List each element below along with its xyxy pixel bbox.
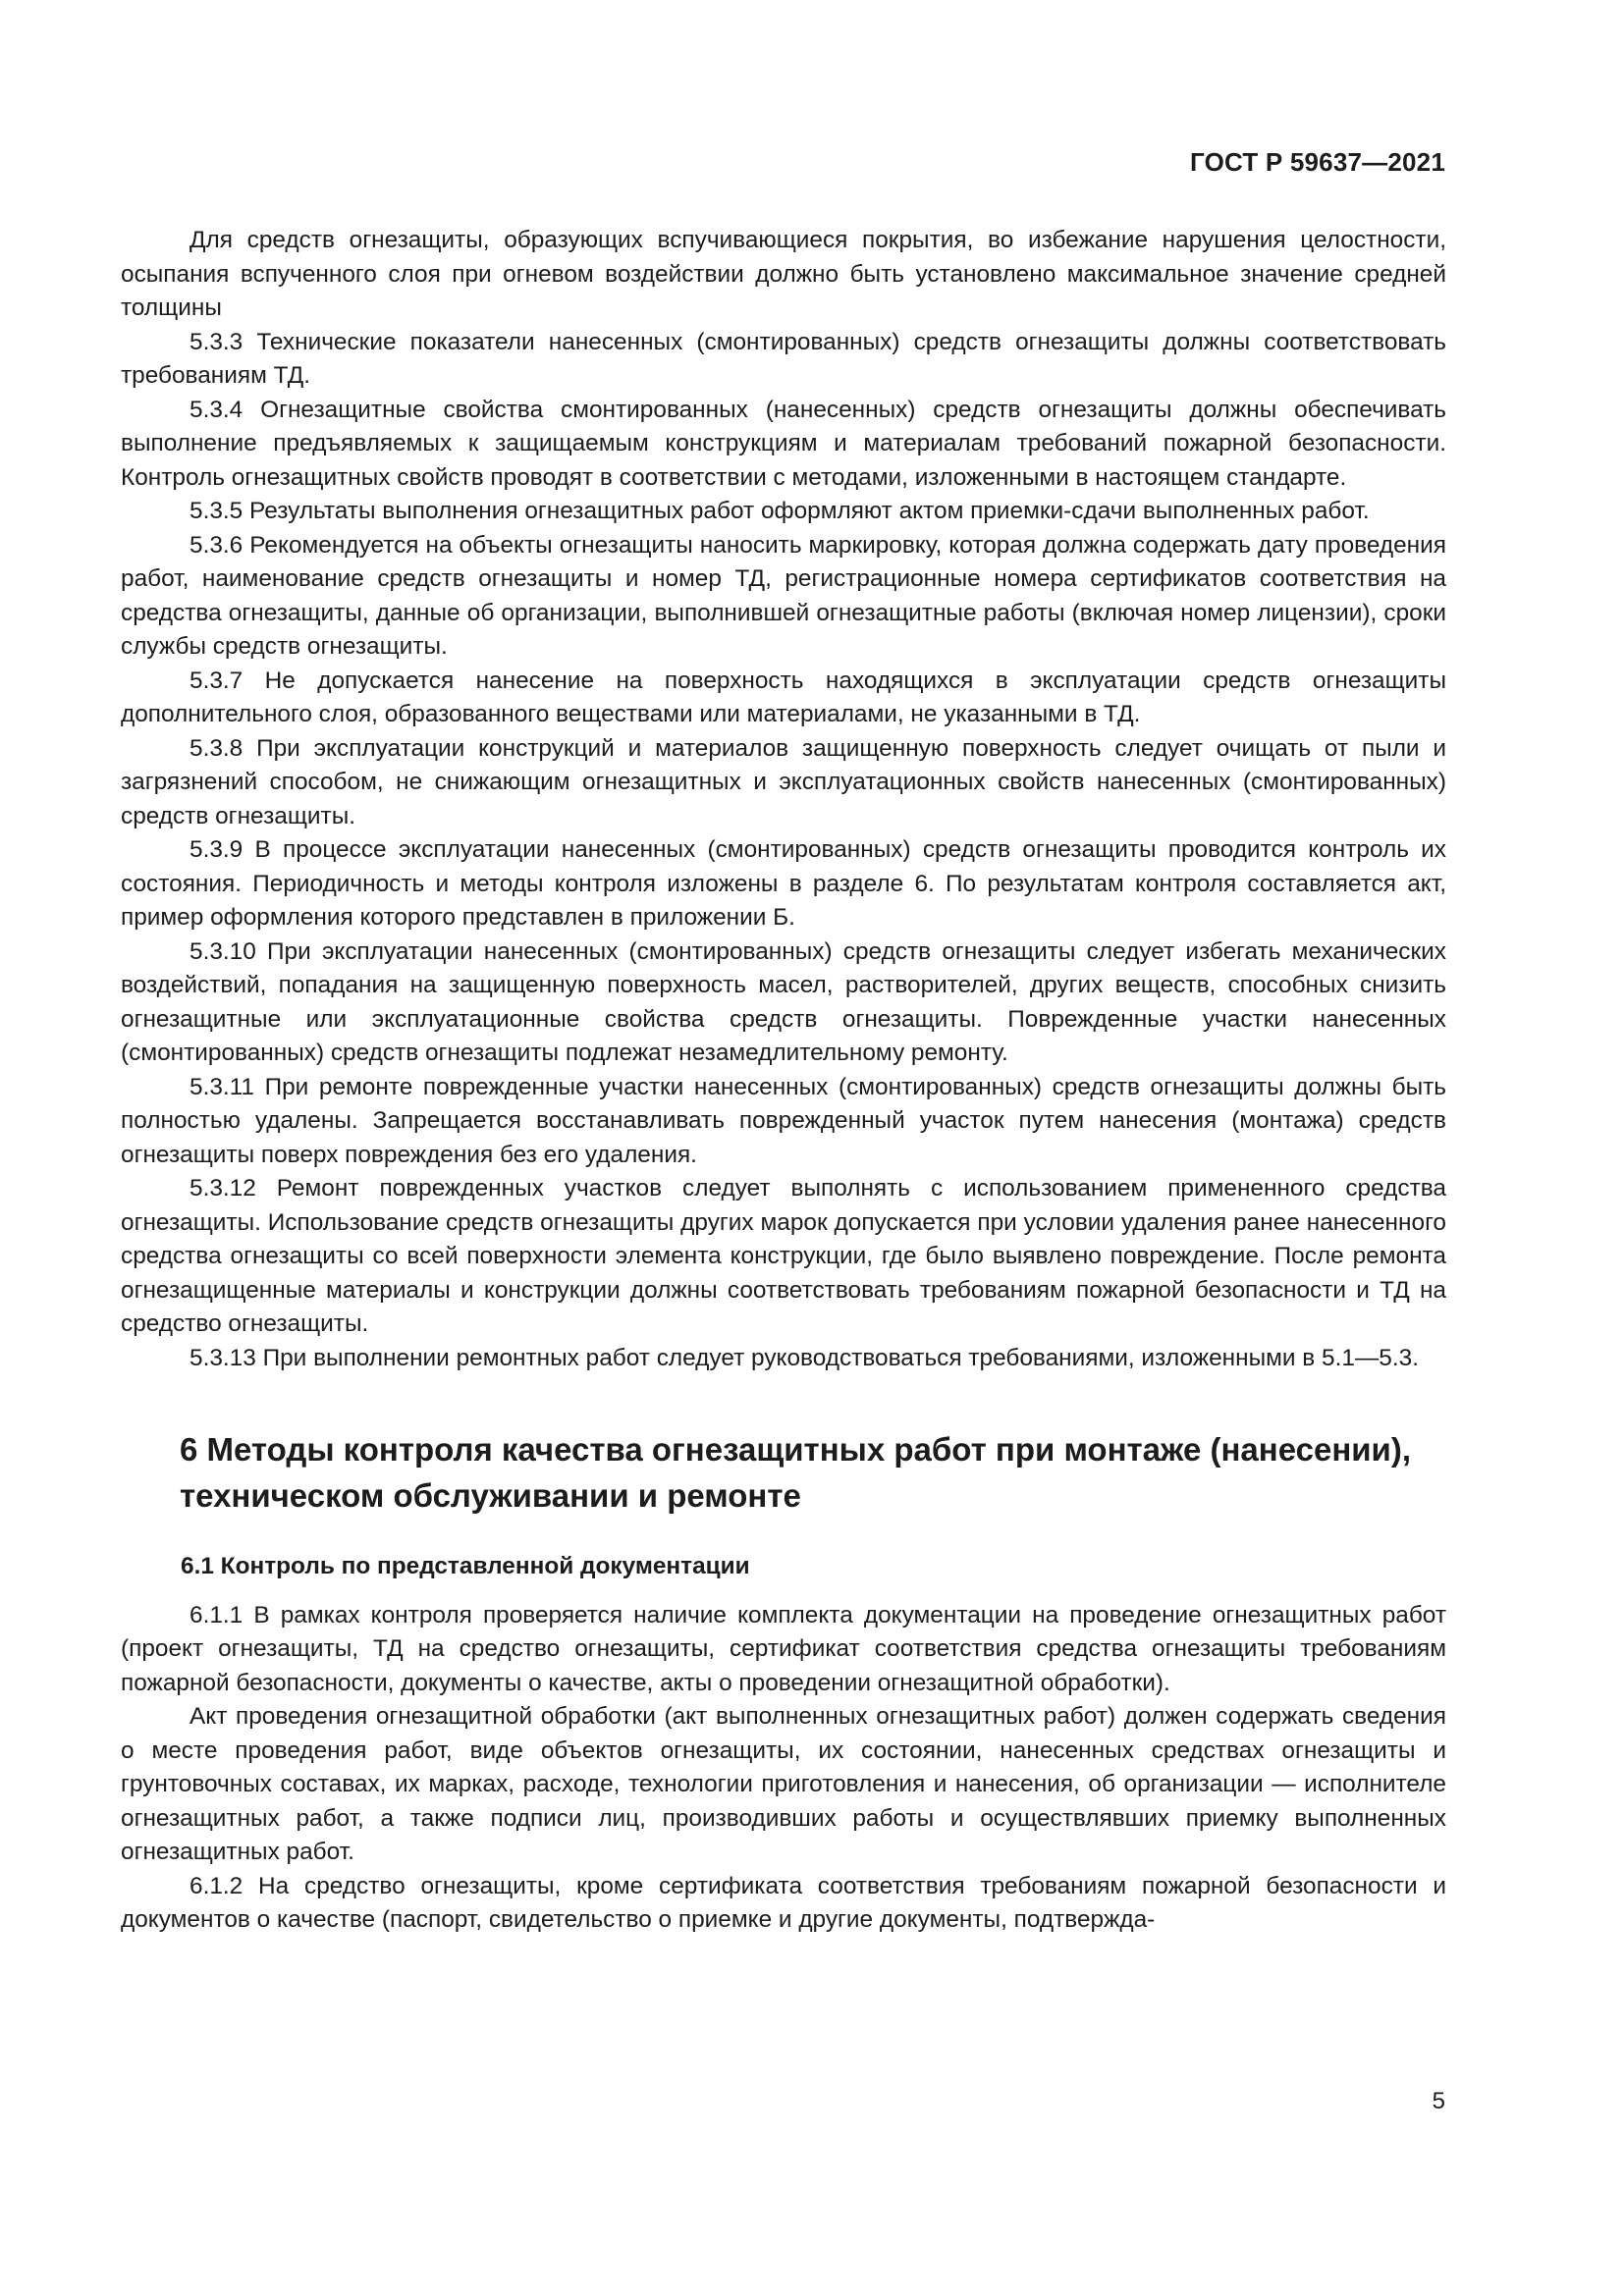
- paragraph: 5.3.6 Рекомендуется на объекты огнезащиты наносить маркировку, которая должна содержать дату проведения работ, наименование средств огнезащиты и номер ТД, регистрационные номера сертификатов соответствия на средства огнезащиты, данные об организации, выполнившей огнезащитные работы (включая номер лицензии), сроки службы средств огнезащиты.: [121, 531, 1446, 660]
- paragraph: 5.3.12 Ремонт поврежденных участков следует выполнять с использованием примененного средства огнезащиты. Использование средств огнезащиты других марок допускается при условии удаления ранее нанесенного средства огнезащиты со всей поверхности элемента конструкции, где было выявлено повреждение. После ремонта огнезащищенные материалы и конструкции должны соответствовать требованиям пожарной безопасности и ТД на средство огнезащиты.: [121, 1175, 1446, 1337]
- paragraph: 5.3.13 При выполнении ремонтных работ следует руководствоваться требованиями, изложенными в 5.1—5.3.: [189, 1344, 1419, 1371]
- paragraph: 5.3.7 Не допускается нанесение на поверхность находящихся в эксплуатации средств огнезащиты дополнительного слоя, образованного веществами или материалами, не указанными в ТД.: [121, 667, 1446, 727]
- paragraph: 5.3.10 При эксплуатации нанесенных (смонтированных) средств огнезащиты следует избегать механических воздействий, попадания на защищенную поверхность масел, растворителей, других веществ, способных снизить огнезащитные или эксплуатационные свойства средств огнезащиты. Поврежденные участки нанесенных (смонтированных) средств огнезащиты подлежат незамедлительному ремонту.: [121, 937, 1446, 1066]
- paragraph: Для средств огнезащиты, образующих вспучивающиеся покрытия, во избежание нарушения целостности, осыпания вспученного слоя при огневом воздействии должно быть установлено максимальное значение средней толщины: [121, 227, 1446, 321]
- section-heading: 6 Методы контроля качества огнезащитных работ при монтаже (нанесении), техническом обслуживании и ремонте: [180, 1431, 1411, 1514]
- page-number: 5: [1432, 2088, 1445, 2114]
- paragraph: 5.3.3 Технические показатели нанесенных (смонтированных) средств огнезащиты должны соответствовать требованиям ТД.: [121, 328, 1446, 389]
- document-body: [121, 224, 1446, 1938]
- paragraph: 6.1.2 На средство огнезащиты, кроме сертификата соответствия требованиям пожарной безопасности и документов о качестве (паспорт, свидетельство о приемке и другие документы, подтвержда-: [121, 1872, 1446, 1933]
- paragraph: 6.1.1 В рамках контроля проверяется наличие комплекта документации на проведение огнезащитных работ (проект огнезащиты, ТД на средство огнезащиты, сертификат соответствия средства огнезащиты требованиям пожарной безопасности, документы о качестве, акты о проведении огнезащитной обработки).: [121, 1601, 1446, 1696]
- paragraph: 5.3.5 Результаты выполнения огнезащитных работ оформляют актом приемки-сдачи выполненных работ.: [189, 498, 1370, 524]
- subsection-heading: 6.1 Контроль по представленной документации: [181, 1553, 750, 1579]
- paragraph: 5.3.8 При эксплуатации конструкций и материалов защищенную поверхность следует очищать от пыли и загрязнений способом, не снижающим огнезащитных и эксплуатационных свойств нанесенных (смонтированных) средств огнезащиты.: [121, 734, 1446, 829]
- paragraph: Акт проведения огнезащитной обработки (акт выполненных огнезащитных работ) должен содержать сведения о месте проведения работ, виде объектов огнезащиты, их состоянии, нанесенных средствах огнезащиты и грунтовочных составах, их марках, расходе, технологии приготовления и нанесения, об организации — исполнителе огнезащитных работ, а также подписи лиц, производивших работы и осуществлявших приемку выполненных огнезащитных работ.: [121, 1703, 1446, 1865]
- document-code: ГОСТ Р 59637—2021: [1190, 147, 1445, 177]
- paragraph: 5.3.9 В процессе эксплуатации нанесенных (смонтированных) средств огнезащиты проводится контроль их состояния. Периодичность и методы контроля изложены в разделе 6. По результатам контроля составляется акт, пример оформления которого представлен в приложении Б.: [121, 836, 1446, 931]
- paragraph: 5.3.11 При ремонте поврежденные участки нанесенных (смонтированных) средств огнезащиты должны быть полностью удалены. Запрещается восстанавливать поврежденный участок путем нанесения (монтажа) средств огнезащиты поверх повреждения без его удаления.: [121, 1073, 1446, 1168]
- paragraph: 5.3.4 Огнезащитные свойства смонтированных (нанесенных) средств огнезащиты должны обеспечивать выполнение предъявляемых к защищаемым конструкциям и материалам требований пожарной безопасности. Контроль огнезащитных свойств проводят в соответствии с методами, изложенными в настоящем стандарте.: [121, 396, 1446, 491]
